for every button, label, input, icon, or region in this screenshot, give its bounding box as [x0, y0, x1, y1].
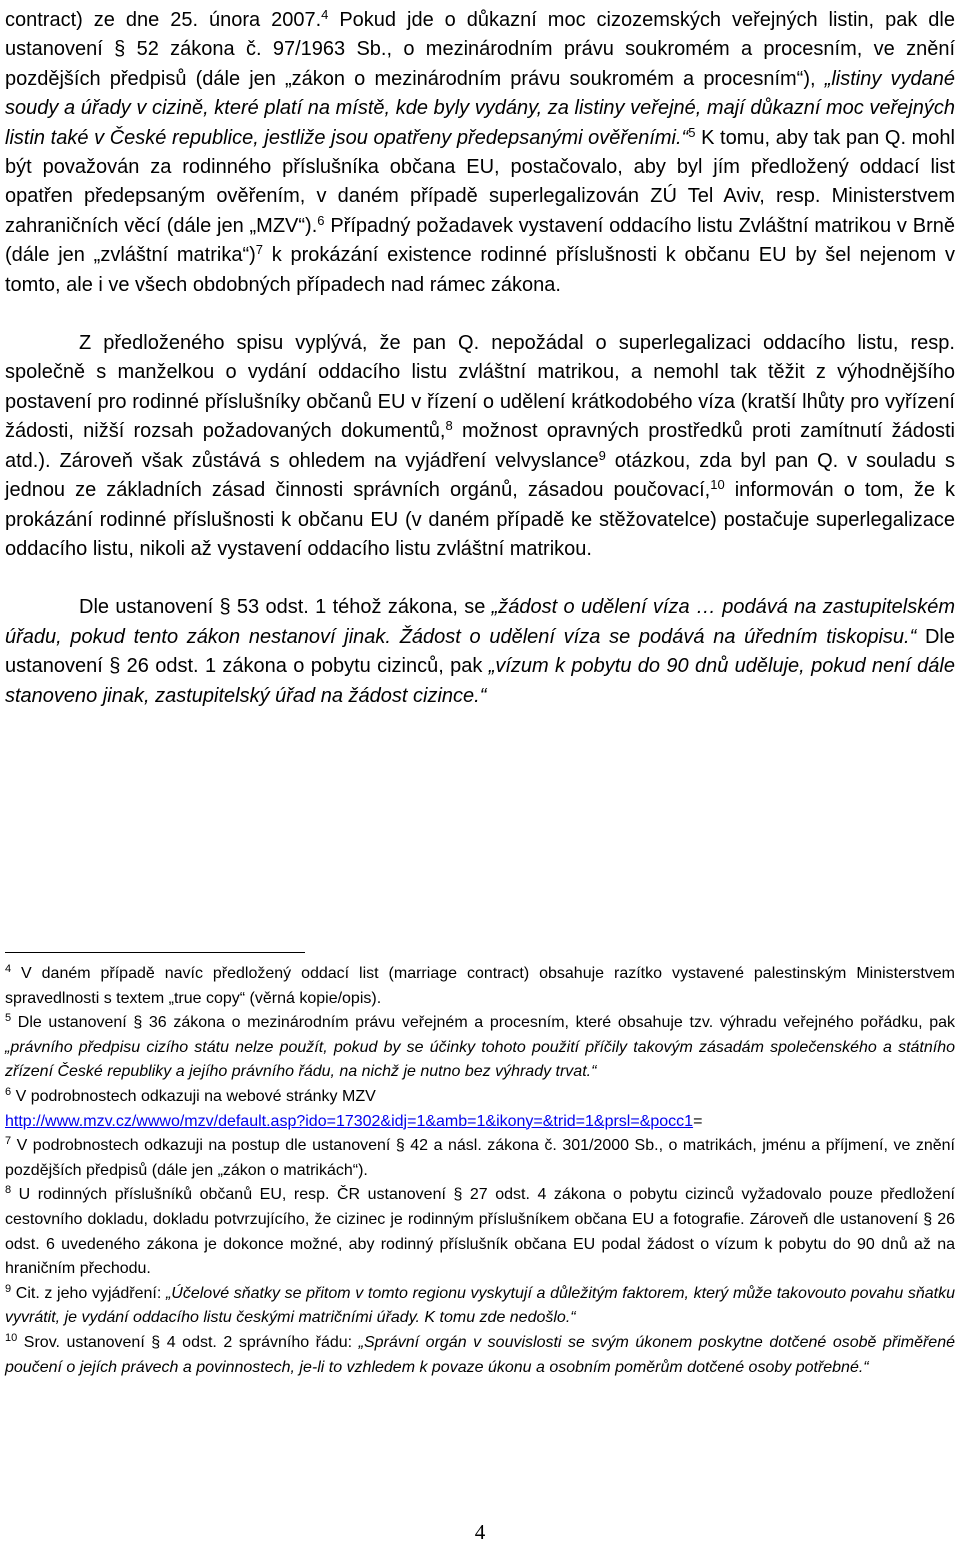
footnote-number: 9 — [5, 1282, 12, 1295]
paragraph-1 — [5, 6, 955, 300]
footnote-text: Dle ustanovení § 36 zákona o mezinárodním právu veřejném a procesním, které obsahuje tzv. výhradu veřejného pořádku, pak — [11, 1014, 955, 1032]
quote-italic: „vízum k pobytu do 90 dnů uděluje, pokud není dále stanoveno jinak, zastupitelský úřad na žádost cizince.“ — [5, 655, 955, 707]
footnote-text: V podrobnostech odkazuji na postup dle ustanovení § 42 a násl. zákona č. 301/2000 Sb., o matrikách, jménu a příjmení, ve znění pozdějších předpisů (dále jen „zákon o matrikách“). — [5, 1137, 955, 1179]
footnote-number: 4 — [5, 963, 12, 975]
footnote-ref-9[interactable]: 9 — [598, 447, 606, 463]
footnote-number: 6 — [5, 1085, 12, 1098]
text-run: Pokud jde o důkazní moc cizozemských veřejných listin, pak dle ustanovení § 52 zákona č. 97/1963 Sb., o mezinárodním právu soukromém a procesním, ve znění pozdějších předpisů (dále jen „zákon o mezinárodním právu soukromém a procesním“), — [5, 9, 955, 90]
footnote-number: 7 — [5, 1135, 12, 1148]
footnote-quote: „právního předpisu cizího státu nelze použít, pokud by se účinky tohoto použití příčily takovým zásadám společenského a státního zřízení České republiky a jejího právního řádu, na nichž je nutno bez výhrady trvat.“ — [5, 1038, 955, 1081]
footnote-number: 5 — [5, 1012, 12, 1025]
text-run: možnost opravných prostředků proti zamítnutí žádosti atd.). Zároveň však zůstává s ohledem na vyjádření velvyslance — [5, 420, 955, 472]
text-run: contract) ze dne 25. února 2007. — [5, 9, 322, 31]
footnote-text: V podrobnostech odkazuji na webové stránky MZV — [11, 1087, 376, 1105]
footnote-separator — [5, 952, 305, 953]
text-run: Případný požadavek vystavení oddacího listu Zvláštní matrikou v Brně (dále jen „zvláštní matrika“) — [5, 214, 955, 267]
footnote-number: 10 — [5, 1331, 18, 1344]
text-run: Dle ustanovení § 53 odst. 1 téhož zákona, se — [79, 596, 492, 619]
footnote-5 — [5, 1011, 955, 1085]
footnote-9 — [5, 1282, 955, 1331]
footnote-7 — [5, 1134, 955, 1183]
footnote-text: V daném případě navíc předložený oddací list (marriage contract) obsahuje razítko vystavené palestinským Ministerstvem spravedlnosti s textem „true copy“ (věrná kopie/opis). — [5, 965, 955, 1007]
footnote-text: = — [693, 1112, 703, 1130]
paragraph-3 — [5, 593, 955, 711]
footnote-quote: „Účelové sňatky se přitom v tomto regionu vyskytují a důležitým faktorem, který může takovouto povahu sňatku vyvrátit, je vydání oddacího listu českými matričními úřady. K tomu zde nedošlo.“ — [5, 1284, 955, 1327]
text-run: K tomu, aby tak pan Q. mohl být považován za rodinného příslušníka občana EU, postačovalo, aby byl jím předložený oddací list opatřen předepsaným ověřením, v daném případě superlegalizován ZÚ Tel Aviv, resp. Ministerstvem zahraničních věcí (dále jen „MZV“). — [5, 126, 955, 237]
text-run: k prokázání existence rodinné příslušnosti k občanu EU by šel nejenom v tomto, ale i ve všech obdobných případech nad rámec zákona. — [5, 244, 955, 296]
mzv-link[interactable]: http://www.mzv.cz/wwwo/mzv/default.asp?ido=17302&idj=1&amb=1&ikony=&trid=1&prsl=&pocc1 — [5, 1112, 694, 1130]
document-page — [5, 6, 955, 711]
footnote-ref-6[interactable]: 6 — [317, 212, 325, 228]
footnote-ref-7[interactable]: 7 — [255, 242, 263, 258]
text-run: Dle ustanovení § 26 odst. 1 zákona o pobytu cizinců, pak — [5, 625, 955, 678]
footnote-ref-10[interactable]: 10 — [710, 477, 725, 493]
quote-italic: „listiny vydané soudy a úřady v cizině, které platí na místě, kde byly vydány, za listiny veřejné, mají důkazní moc veřejných listin také v České republice, jestliže jsou opatřeny předepsanými ověřeními.“ — [5, 67, 955, 149]
footnote-10 — [5, 1331, 955, 1380]
footnote-quote: „Správní orgán v souvislosti se svým úkonem poskytne dotčené osobě přiměřené poučení o jejích právech a povinnostech, je-li to vzhledem k povaze úkonu a osobním poměrům dotčené osoby potřebné.“ — [5, 1333, 955, 1376]
text-run: otázkou, zda byl pan Q. v souladu s jednou ze základních zásad činnosti správních orgánů, zásadou poučovací, — [5, 449, 955, 502]
footnotes — [5, 962, 955, 1380]
footnote-text: U rodinných příslušníků občanů EU, resp. ČR ustanovení § 27 odst. 4 zákona o pobytu cizinců vyžadovalo pouze předložení cestovního dokladu, dokladu potvrzujícího, že cizinec je rodinným příslušníkem občana EU a fotografie. Zároveň dle ustanovení § 26 odst. 6 uvedeného zákona je dokonce možné, aby rodinný příslušník občana EU podal žádost o vízum k pobytu do 90 dnů až na hraničním přechodu. — [5, 1186, 955, 1278]
footnote-ref-8[interactable]: 8 — [445, 418, 453, 434]
footnote-ref-5[interactable]: 5 — [688, 124, 696, 140]
text-run: Z předloženého spisu vyplývá, že pan Q. nepožádal o superlegalizaci oddacího listu, resp. společně s manželkou o vydání oddacího listu zvláštní matrikou, a nemohl tak těžit z výhodnějšího postavení pro rodinné příslušníky občanů EU v řízení o udělení krátkodobého víza (kratší lhůty pro vyřízení žádosti, nižší rozsah požadovaných dokumentů, — [5, 332, 955, 443]
footnote-number: 8 — [5, 1184, 12, 1197]
page-number: 4 — [474, 1520, 486, 1544]
paragraph-2 — [5, 329, 955, 564]
footnote-6 — [5, 1085, 955, 1134]
footnote-text: Cit. z jeho vyjádření: — [11, 1284, 166, 1302]
footnote-ref-4[interactable]: 4 — [321, 7, 329, 22]
footnote-4 — [5, 962, 955, 1011]
footnote-text: Srov. ustanovení § 4 odst. 2 správního řádu: — [17, 1333, 359, 1351]
text-run: informován o tom, že k prokázání rodinné příslušnosti k občanu EU (v daném případě ke stěžovatelce) postačuje superlegalizace oddacího listu, nikoli až vystavení oddacího listu zvláštní matrikou. — [5, 479, 955, 560]
footnote-8 — [5, 1183, 955, 1281]
quote-italic: „žádost o udělení víza … podává na zastupitelském úřadu, pokud tento zákon nestanoví jinak. Žádost o udělení víza se podává na úředním tiskopisu.“ — [5, 596, 955, 648]
